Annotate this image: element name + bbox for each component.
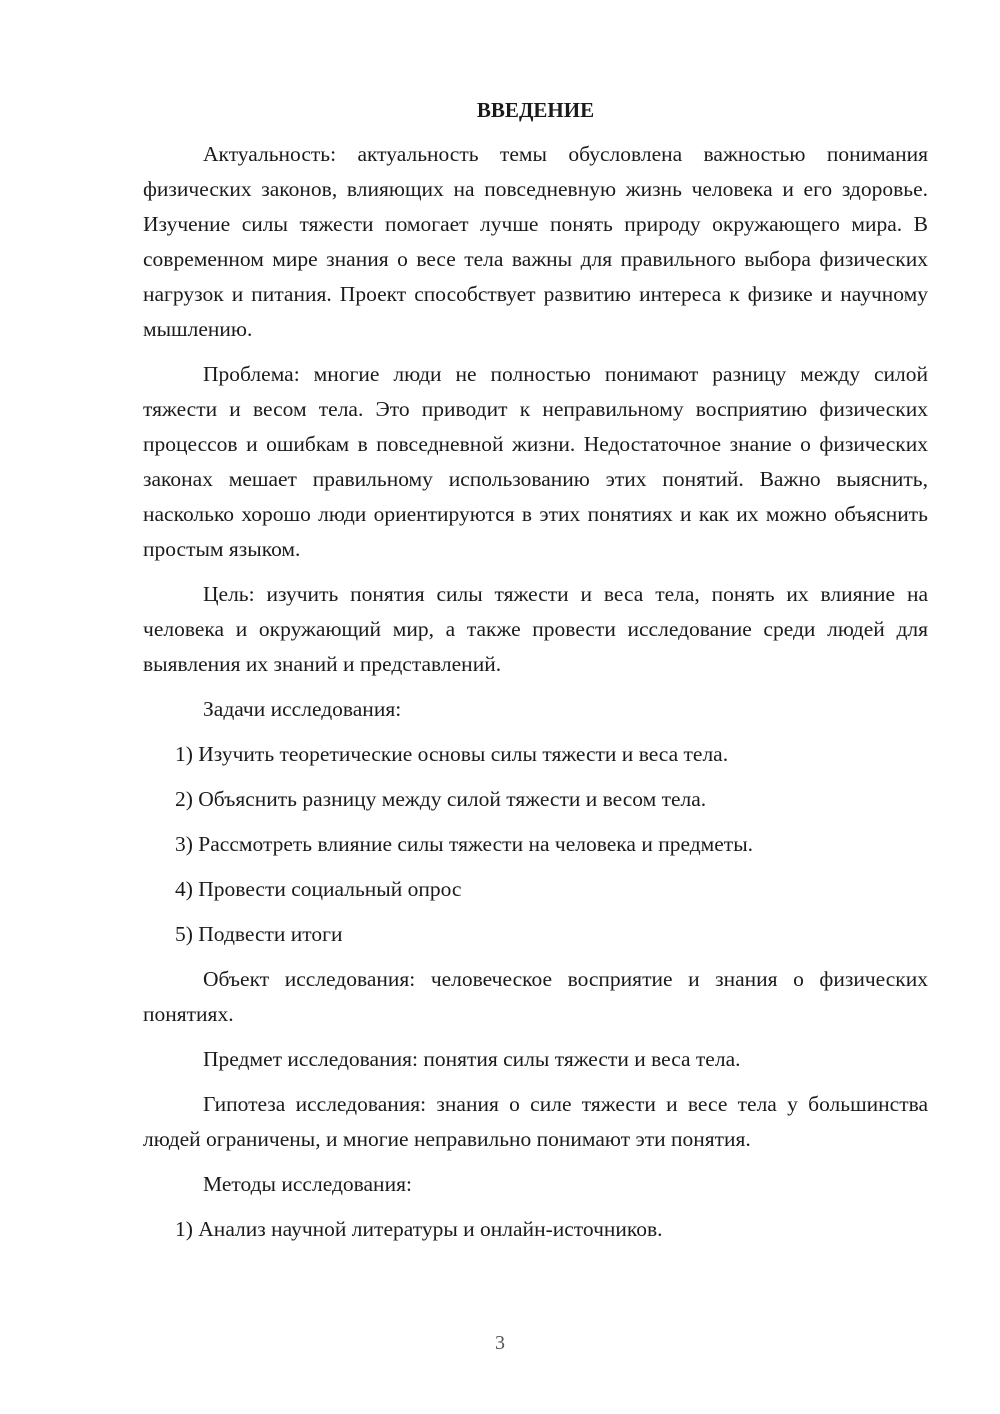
- list-item: 3) Рассмотреть влияние силы тяжести на человека и предметы.: [175, 832, 754, 856]
- list-item: 1) Анализ научной литературы и онлайн-источников.: [175, 1217, 663, 1241]
- list-item: 1) Изучить теоретические основы силы тяжести и веса тела.: [175, 742, 729, 766]
- list-item: 5) Подвести итоги: [175, 922, 343, 946]
- object-paragraph: Объект исследования: человеческое восприятие и знания о физических понятиях.: [143, 967, 928, 1026]
- tasks-heading: Задачи исследования:: [203, 697, 402, 721]
- methods-heading: Методы исследования:: [203, 1172, 412, 1196]
- list-item: 4) Провести социальный опрос: [175, 877, 462, 901]
- subject-paragraph: Предмет исследования: понятия силы тяжести и веса тела.: [203, 1047, 741, 1071]
- list-item: 2) Объяснить разницу между силой тяжести и весом тела.: [175, 787, 707, 811]
- relevance-paragraph: Актуальность: актуальность темы обусловлена важностью понимания физических законов, влияющих на повседневную жизнь человека и его здоровье. Изучение силы тяжести помогает лучше понять природу окружающего мира. В современном мире знания о весе тела важны для правильного выбора физических нагрузок и питания. Проект способствует развитию интереса к физике и научному мышлению.: [143, 142, 928, 341]
- methods-list: [143, 1212, 928, 1247]
- problem-paragraph: Проблема: многие люди не полностью понимают разницу между силой тяжести и весом тела. Это приводит к неправильному восприятию физических процессов и ошибкам в повседневной жизни. Недостаточное знание о физических законах мешает правильному использованию этих понятий. Важно выяснить, насколько хорошо люди ориентируются в этих понятиях и как их можно объяснить простым языком.: [143, 362, 928, 561]
- document-page: [143, 95, 928, 1257]
- page-number: 3: [495, 1332, 505, 1354]
- hypothesis-paragraph: Гипотеза исследования: знания о силе тяжести и весе тела у большинства людей ограничены, и многие неправильно понимают эти понятия.: [143, 1092, 928, 1151]
- goal-paragraph: Цель: изучить понятия силы тяжести и веса тела, понять их влияние на человека и окружающий мир, а также провести исследование среди людей для выявления их знаний и представлений.: [143, 582, 928, 676]
- tasks-list: [143, 737, 928, 952]
- section-title: ВВЕДЕНИЕ: [476, 98, 595, 122]
